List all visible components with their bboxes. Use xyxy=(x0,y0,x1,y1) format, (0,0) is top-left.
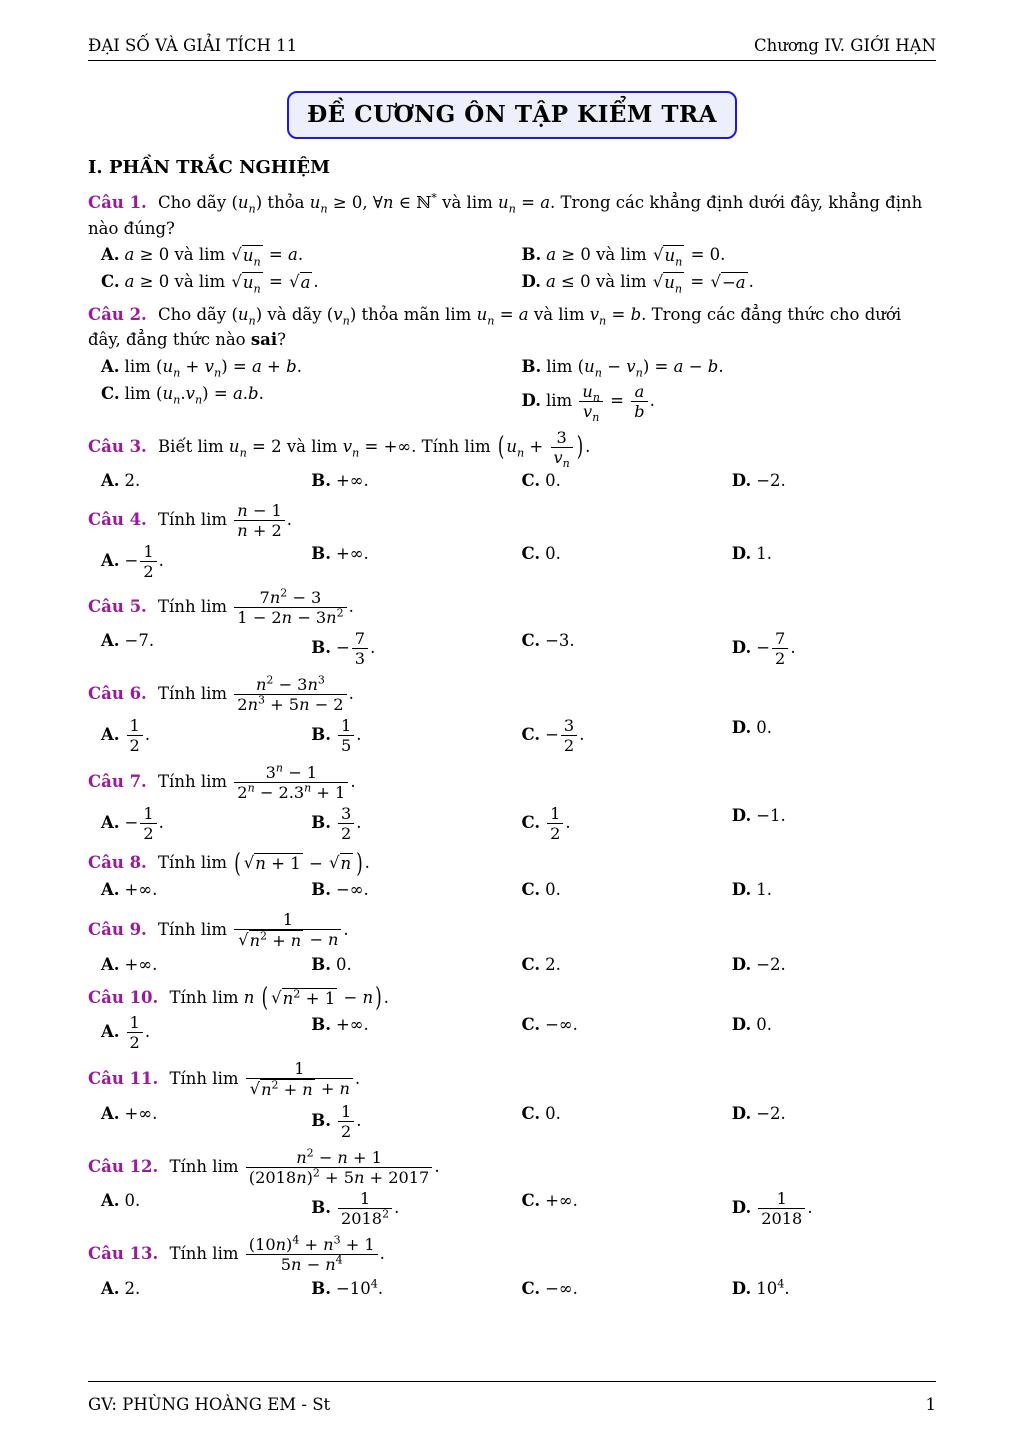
question-stem-line xyxy=(88,1148,936,1187)
option-text: $\frac{1}{2018}$ . xyxy=(756,1198,812,1217)
answer-option xyxy=(732,1013,936,1052)
question-stem-line xyxy=(88,847,936,879)
option-text: −∞. xyxy=(545,1014,578,1034)
question-13 xyxy=(88,1235,936,1301)
option-text: 0. xyxy=(545,1103,561,1123)
answer-option xyxy=(522,243,937,268)
option-letter: C. xyxy=(521,954,541,974)
option-text: 0. xyxy=(545,543,561,563)
question-stem: Tính lim $\frac{n - 1}{n + 2}$ . xyxy=(152,500,293,540)
option-text: $\frac{1}{2}$ . xyxy=(545,813,571,832)
answer-option xyxy=(101,1189,305,1228)
option-text: − $\frac{7}{2}$ . xyxy=(756,629,796,669)
question-label: Câu 13. xyxy=(88,1244,159,1264)
question-3 xyxy=(88,428,936,494)
option-text: +∞. xyxy=(124,880,158,900)
option-text: +∞. xyxy=(335,1014,369,1034)
answer-option xyxy=(101,382,516,421)
answer-option xyxy=(522,542,726,581)
option-text: − $\frac{1}{2}$ . xyxy=(124,803,164,843)
question-8 xyxy=(88,847,936,903)
answer-options xyxy=(88,1102,936,1141)
answer-option xyxy=(521,381,937,424)
question-stem-line xyxy=(88,1235,936,1274)
option-text: $\frac{1}{5}$ . xyxy=(336,725,362,744)
question-stem-line xyxy=(88,1059,936,1100)
option-text: $\lim (u_n + v_n) = a + b$. xyxy=(124,356,302,380)
option-text: − $\frac{7}{3}$ . xyxy=(335,629,376,669)
option-text: −2. xyxy=(756,954,786,974)
answer-options xyxy=(88,1189,936,1228)
footer-author: GV: PHÙNG HOÀNG EM - St xyxy=(88,1395,331,1414)
option-letter: A. xyxy=(101,725,120,745)
option-letter: D. xyxy=(521,390,541,410)
question-stem-line xyxy=(88,302,936,353)
question-stem-line xyxy=(88,501,936,540)
option-letter: C. xyxy=(101,383,120,403)
question-stem: Tính lim $\frac{7n^2 - 3}{1 - 2n - 3n^2}$ . xyxy=(152,586,354,627)
question-12 xyxy=(88,1148,936,1228)
option-letter: A. xyxy=(101,470,120,490)
answer-option xyxy=(101,1013,305,1052)
option-letter: D. xyxy=(731,1198,752,1218)
answer-option xyxy=(732,716,936,755)
option-text: 2. xyxy=(124,470,141,490)
answer-option xyxy=(522,953,726,978)
answer-option xyxy=(522,469,726,494)
option-letter: B. xyxy=(311,1110,331,1130)
question-10 xyxy=(88,982,936,1052)
option-text: +∞. xyxy=(545,1191,578,1211)
option-text: +∞. xyxy=(124,954,158,974)
option-letter: D. xyxy=(731,543,752,563)
option-letter: A. xyxy=(101,245,120,265)
option-letter: C. xyxy=(521,470,541,490)
question-label: Câu 9. xyxy=(88,919,147,939)
answer-option xyxy=(732,542,936,581)
question-stem: Tính lim n ( √ $n^2 + 1$ − n ) . xyxy=(164,982,389,1013)
answer-option xyxy=(101,1102,305,1141)
option-letter: A. xyxy=(101,880,120,900)
option-text: 2. xyxy=(545,954,561,974)
question-stem: Cho dãy $(u_n)$ thỏa $u_n \ge 0$, ∀n ∈ ℕ* và $\lim u_n = a$. Trong các khẳng định dưới đây, khẳng định nào đúng? xyxy=(88,191,923,238)
option-letter: A. xyxy=(101,1103,120,1123)
option-letter: D. xyxy=(731,954,752,974)
option-text: a ≥ 0 và lim √ $u_n$ = a. xyxy=(124,245,304,269)
option-letter: A. xyxy=(101,1278,120,1298)
question-label: Câu 5. xyxy=(88,596,147,616)
option-letter: C. xyxy=(521,880,541,900)
option-letter: C. xyxy=(521,1191,541,1211)
option-letter: B. xyxy=(311,1278,331,1298)
option-text: +∞. xyxy=(124,1103,158,1123)
option-letter: A. xyxy=(101,1191,120,1211)
option-text: a ≥ 0 và lim √ $u_n$ = 0. xyxy=(546,245,726,269)
question-2 xyxy=(88,302,936,424)
answer-options xyxy=(88,355,936,424)
question-label: Câu 2. xyxy=(88,304,147,324)
question-label: Câu 11. xyxy=(88,1068,159,1088)
question-stem: Tính lim $\frac{n^2 - n + 1}{(2018n)^2 + 5n + 2017}$ . xyxy=(164,1146,440,1188)
option-text: +∞. xyxy=(335,470,369,490)
option-text: 1. xyxy=(756,543,772,563)
question-label: Câu 8. xyxy=(88,852,147,872)
option-text: 0. xyxy=(545,470,561,490)
option-text: −3. xyxy=(545,631,575,651)
option-text: 0. xyxy=(545,880,561,900)
answer-options xyxy=(88,469,936,494)
option-letter: D. xyxy=(731,718,752,738)
option-letter: D. xyxy=(731,1014,752,1034)
section-heading: I. PHẦN TRẮC NGHIỆM xyxy=(88,157,330,178)
answer-option xyxy=(311,878,515,903)
option-letter: B. xyxy=(311,725,331,745)
question-label: Câu 1. xyxy=(88,193,147,212)
option-letter: D. xyxy=(731,470,752,490)
question-label: Câu 6. xyxy=(88,684,147,704)
answer-option xyxy=(101,542,305,581)
answer-option xyxy=(311,716,515,755)
answer-option xyxy=(311,804,515,843)
page-footer xyxy=(88,1381,936,1414)
answer-options xyxy=(88,1013,936,1052)
option-letter: C. xyxy=(521,631,541,651)
option-letter: B. xyxy=(521,245,542,265)
question-list xyxy=(88,190,936,1301)
answer-option xyxy=(311,469,515,494)
question-stem: Biết $\lim u_n = 2$ và $\lim v_n$ = +∞. Tính lim ( $u_n$ + $\frac{3}{v_n}$ ) . xyxy=(152,427,591,470)
answer-option xyxy=(101,1277,305,1302)
option-letter: B. xyxy=(311,954,331,974)
option-letter: B. xyxy=(311,1014,331,1034)
answer-option xyxy=(311,542,515,581)
answer-option xyxy=(101,629,305,668)
question-label: Câu 7. xyxy=(88,771,147,791)
page-title: ĐỀ CƯƠNG ÔN TẬP KIỂM TRA xyxy=(307,101,717,128)
option-letter: D. xyxy=(521,271,541,291)
option-text: − $\frac{1}{2}$ . xyxy=(124,541,164,581)
title-area xyxy=(88,91,936,139)
option-text: −1. xyxy=(756,805,786,825)
answer-options xyxy=(88,804,936,843)
option-letter: C. xyxy=(101,271,120,291)
header-left: ĐẠI SỐ VÀ GIẢI TÍCH 11 xyxy=(88,36,298,55)
option-letter: B. xyxy=(311,638,331,658)
question-stem: Tính lim $\frac{3^n - 1}{2^n - 2.3^n + 1}$ . xyxy=(152,761,356,802)
header-rule xyxy=(88,60,936,61)
option-text: −∞. xyxy=(545,1278,578,1298)
option-text: $\frac{1}{2}$ . xyxy=(125,1022,151,1041)
option-letter: A. xyxy=(101,631,120,651)
option-letter: B. xyxy=(521,356,542,376)
answer-option xyxy=(311,953,515,978)
option-text: 0. xyxy=(335,954,352,974)
option-text: lim $\frac{u_n}{v_n}$ = $\frac{a}{b}$ . xyxy=(545,381,655,424)
option-letter: B. xyxy=(311,470,331,490)
answer-option xyxy=(522,1189,726,1228)
option-text: −7. xyxy=(124,631,155,651)
option-text: +∞. xyxy=(335,543,369,563)
option-text: 1. xyxy=(756,880,772,900)
answer-option xyxy=(522,804,726,843)
option-text: $\frac{3}{2}$ . xyxy=(336,813,362,832)
answer-option xyxy=(732,953,936,978)
option-text: $\frac{1}{2}$ . xyxy=(336,1111,362,1130)
option-letter: A. xyxy=(101,550,120,570)
option-letter: B. xyxy=(311,1198,331,1218)
answer-option xyxy=(522,1102,726,1141)
question-stem-line xyxy=(88,190,936,241)
answer-option xyxy=(732,1102,936,1141)
answer-option xyxy=(522,355,937,380)
question-stem-line xyxy=(88,588,936,627)
answer-options xyxy=(88,542,936,581)
page-header xyxy=(88,30,936,55)
option-text: $\lim (u_n - v_n) = a - b$. xyxy=(546,356,724,380)
answer-option xyxy=(732,629,936,668)
answer-option xyxy=(732,878,936,903)
answer-option xyxy=(732,1277,936,1302)
answer-option xyxy=(311,1013,515,1052)
question-label: Câu 4. xyxy=(88,509,147,529)
option-text: 0. xyxy=(756,718,772,738)
answer-option xyxy=(732,1189,936,1228)
question-stem: Tính lim ( √ n + 1 − √ n ) . xyxy=(152,847,370,879)
question-11 xyxy=(88,1059,936,1141)
question-stem: Tính lim $\frac{(10n)^4 + n^3 + 1}{5n - n^4}$ . xyxy=(164,1233,385,1275)
header-right: Chương IV. GIỚI HẠN xyxy=(753,36,936,55)
option-letter: A. xyxy=(101,954,120,974)
answer-option xyxy=(101,243,516,268)
option-text: −2. xyxy=(756,470,786,490)
answer-options xyxy=(88,878,936,903)
answer-option xyxy=(522,270,937,295)
answer-option xyxy=(311,1102,515,1141)
answer-option xyxy=(101,270,516,295)
answer-option xyxy=(522,1277,726,1302)
option-letter: B. xyxy=(311,880,331,900)
option-letter: A. xyxy=(101,356,120,376)
answer-option xyxy=(101,953,305,978)
answer-option xyxy=(101,355,516,380)
option-text: a ≤ 0 và lim √ $u_n$ = √ −a . xyxy=(545,271,754,296)
option-text: 0. xyxy=(756,1014,772,1034)
answer-option xyxy=(732,804,936,843)
question-label: Câu 12. xyxy=(88,1157,159,1177)
answer-options xyxy=(88,629,936,668)
option-text: 2. xyxy=(124,1278,141,1298)
answer-option xyxy=(522,878,726,903)
question-stem-line xyxy=(88,427,936,470)
option-text: $\lim (u_n.v_n) = a.b$. xyxy=(124,383,264,406)
answer-option xyxy=(522,1013,726,1052)
answer-option xyxy=(732,469,936,494)
answer-option xyxy=(101,716,305,755)
question-stem-line xyxy=(88,910,936,951)
answer-option xyxy=(311,1277,515,1302)
option-letter: B. xyxy=(311,543,331,563)
footer-rule xyxy=(88,1381,936,1382)
question-stem: Tính lim $\frac{n^2 - 3n^3}{2n^3 + 5n - 2}$ . xyxy=(152,673,354,715)
question-stem: Cho dãy $(u_n)$ và dãy $(v_n)$ thỏa mãn $\lim u_n = a$ và $\lim v_n = b$. Trong các đẳng thức cho dưới đây, đẳng thức nào sai? xyxy=(88,304,902,350)
option-text: −∞. xyxy=(335,880,369,900)
question-5 xyxy=(88,588,936,668)
option-text: $10^4$. xyxy=(756,1277,790,1298)
answer-option xyxy=(101,804,305,843)
answer-option xyxy=(522,629,726,668)
answer-options xyxy=(88,716,936,755)
question-1 xyxy=(88,190,936,295)
title-box xyxy=(287,91,737,139)
question-stem: Tính lim 1 √ $n^2 + n$ + n . xyxy=(164,1058,361,1100)
answer-options xyxy=(88,243,936,295)
option-text: $\frac{1}{2018^2}$ . xyxy=(336,1198,399,1217)
option-letter: D. xyxy=(731,638,752,658)
option-letter: D. xyxy=(731,1103,752,1123)
option-letter: B. xyxy=(311,812,331,832)
answer-options xyxy=(88,1277,936,1302)
question-7 xyxy=(88,763,936,843)
answer-option xyxy=(311,629,515,668)
question-stem-line xyxy=(88,982,936,1013)
answer-option xyxy=(522,716,726,755)
option-letter: C. xyxy=(521,1278,541,1298)
option-letter: A. xyxy=(101,1021,120,1041)
option-text: $-10^4$. xyxy=(335,1277,384,1298)
option-letter: C. xyxy=(521,812,541,832)
option-text: 0. xyxy=(124,1191,141,1211)
page-number: 1 xyxy=(925,1395,936,1414)
option-letter: D. xyxy=(731,805,752,825)
question-6 xyxy=(88,675,936,755)
answer-option xyxy=(101,469,305,494)
question-label: Câu 3. xyxy=(88,436,147,456)
option-text: − $\frac{3}{2}$ . xyxy=(545,716,585,756)
option-letter: C. xyxy=(521,1103,541,1123)
question-stem-line xyxy=(88,675,936,714)
question-9 xyxy=(88,910,936,978)
option-letter: C. xyxy=(521,725,541,745)
footer-row xyxy=(88,1395,936,1414)
question-4 xyxy=(88,501,936,581)
option-letter: C. xyxy=(521,1014,541,1034)
option-letter: D. xyxy=(731,880,752,900)
question-stem: Tính lim 1 √ $n^2 + n$ − n . xyxy=(152,909,349,951)
answer-options xyxy=(88,953,936,978)
question-stem-line xyxy=(88,763,936,802)
option-letter: D. xyxy=(731,1278,752,1298)
option-letter: A. xyxy=(101,812,120,832)
question-label: Câu 10. xyxy=(88,987,159,1007)
answer-option xyxy=(101,878,305,903)
answer-option xyxy=(311,1189,515,1228)
option-text: a ≥ 0 và lim √ $u_n$ = √ a . xyxy=(124,271,319,296)
option-text: −2. xyxy=(756,1103,786,1123)
option-text: $\frac{1}{2}$ . xyxy=(125,725,151,744)
option-letter: C. xyxy=(521,543,541,563)
